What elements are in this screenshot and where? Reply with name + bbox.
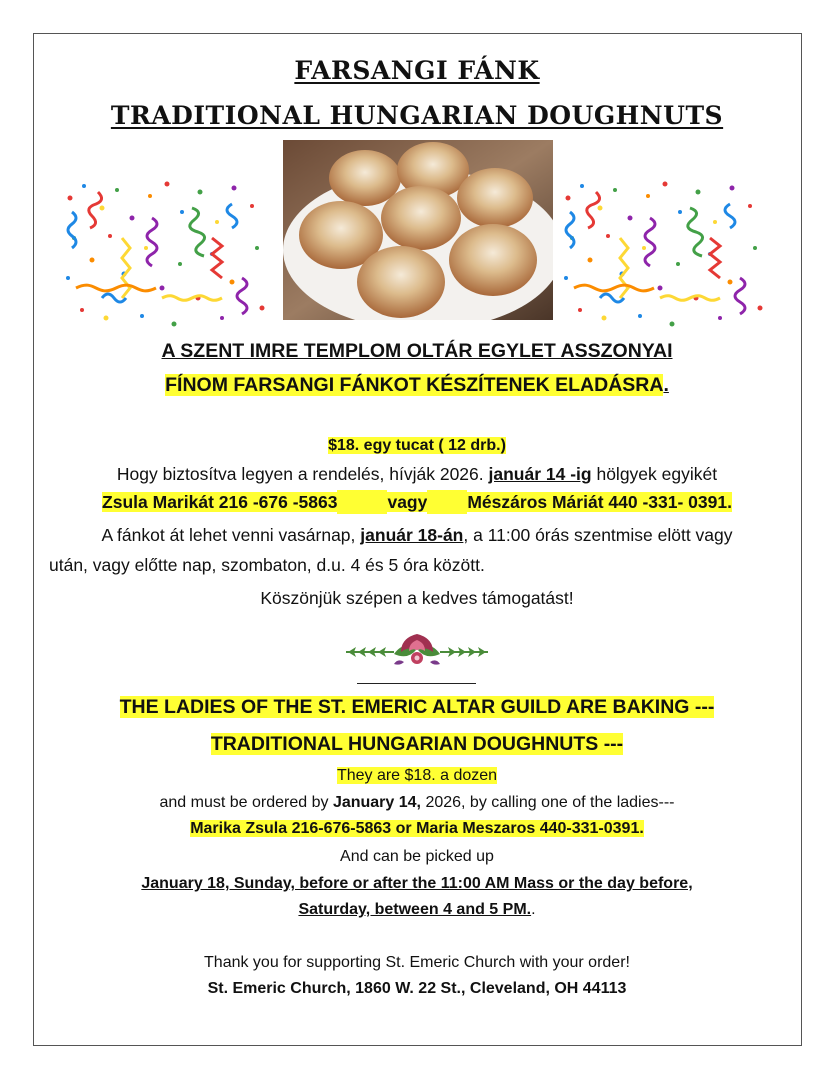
english-price: They are $18. a dozen: [336, 767, 498, 784]
english-pickup-line-1: January 18, Sunday, before or after the 11:00 AM Mass or the day before,: [141, 875, 693, 892]
hungarian-folk-flower-ornament-icon: [344, 630, 490, 670]
english-pickup-intro: And can be picked up: [340, 848, 494, 865]
title-hungarian: FARSANGI FÁNK: [294, 56, 540, 85]
section-divider: [357, 683, 476, 684]
confetti-streamers-right-icon: [560, 178, 770, 328]
hungarian-heading-2: FÍNOM FARSANGI FÁNKOT KÉSZÍTENEK ELADÁSRA.: [165, 374, 669, 396]
english-heading-1: THE LADIES OF THE ST. EMERIC ALTAR GUILD ARE BAKING ---: [119, 696, 715, 718]
hungarian-contacts: Zsula Marikát 216 -676 -5863 vagy Mészáros Máriát 440 -331- 0391.: [102, 492, 732, 512]
doughnut-photo: [283, 140, 553, 320]
hungarian-pickup-line-2: után, vagy előtte nap, szombaton, d.u. 4 és 5 óra között.: [49, 555, 485, 575]
english-contacts: Marika Zsula 216-676-5863 or Maria Meszaros 440-331-0391.: [190, 820, 644, 837]
english-heading-2: TRADITIONAL HUNGARIAN DOUGHNUTS ---: [210, 733, 624, 755]
hungarian-price: $18. egy tucat ( 12 drb.): [328, 437, 506, 454]
english-thanks: Thank you for supporting St. Emeric Church with your order!: [204, 954, 630, 971]
english-order-line: and must be ordered by January 14, 2026, by calling one of the ladies---: [159, 794, 675, 811]
hungarian-thanks: Köszönjük szépen a kedves támogatást!: [260, 588, 574, 608]
confetti-streamers-left-icon: [62, 178, 272, 328]
english-pickup-line-2: Saturday, between 4 and 5 PM..: [298, 901, 536, 918]
hungarian-pickup-line-1: A fánkot át lehet venni vasárnap, január 18-án, a 11:00 órás szentmise elött vagy: [101, 525, 733, 545]
title-english: TRADITIONAL HUNGARIAN DOUGHNUTS: [110, 101, 724, 130]
hungarian-order-line: Hogy biztosítva legyen a rendelés, hívják 2026. január 14 -ig hölgyek egyikét: [116, 464, 718, 484]
hungarian-heading-1: A SZENT IMRE TEMPLOM OLTÁR EGYLET ASSZONYAI: [161, 340, 673, 362]
church-address: St. Emeric Church, 1860 W. 22 St., Cleveland, OH 44113: [207, 980, 627, 997]
